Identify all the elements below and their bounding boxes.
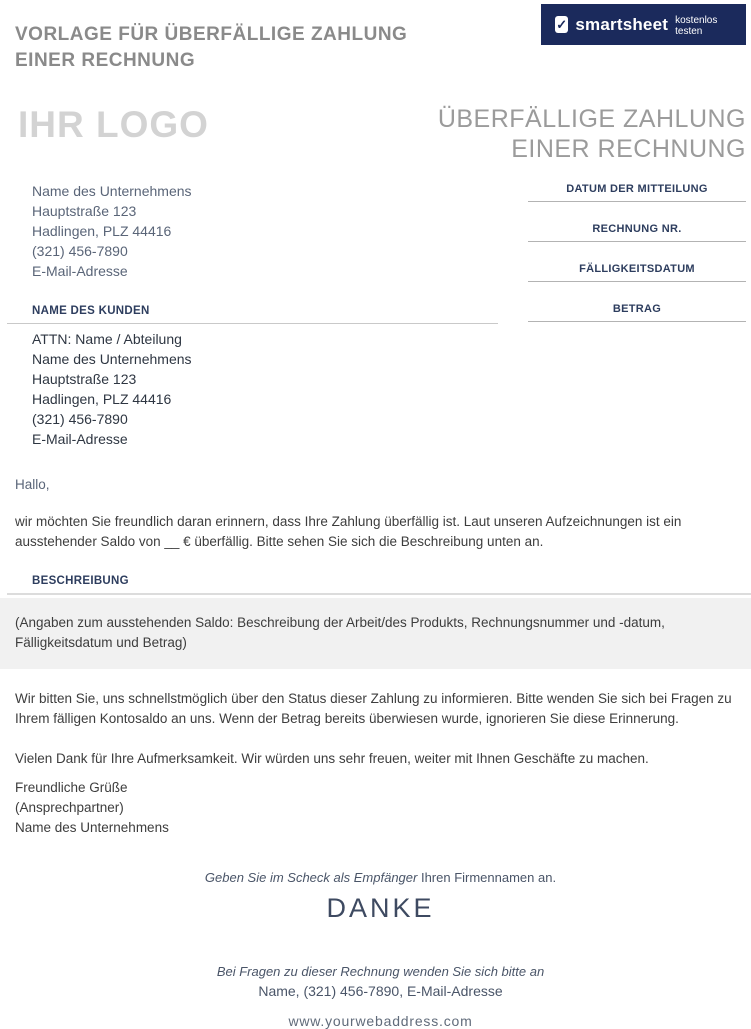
customer-block xyxy=(32,329,498,449)
customer-phone: (321) 456-7890 xyxy=(32,411,128,427)
sender-email: E-Mail-Adresse xyxy=(32,263,128,279)
closing-salutation: Freundliche Grüße xyxy=(15,780,128,795)
document-title-line2: EINER RECHNUNG xyxy=(511,135,746,163)
smartsheet-badge[interactable] xyxy=(541,4,746,45)
field-due-date xyxy=(528,263,746,282)
top-bar xyxy=(15,0,746,74)
closing-contact-person: (Ansprechpartner) xyxy=(15,800,124,815)
closing-block xyxy=(15,778,746,838)
paragraph-reminder: wir möchten Sie freundlich daran erinnern, dass Ihre Zahlung überfällig ist. Laut unseren Aufzeichnungen ist ein ausstehender Saldo von __ € überfällig. Bitte sehen Sie sich die Beschreibung unten an. xyxy=(15,514,682,549)
check-payee-note-rest: Ihren Firmennamen an. xyxy=(417,870,557,885)
description-header-rule xyxy=(7,593,751,595)
letterhead xyxy=(15,104,746,164)
field-amount-input-line[interactable] xyxy=(528,321,746,322)
page-title xyxy=(15,22,407,74)
paragraph-thanks: Vielen Dank für Ihre Aufmerksamkeit. Wir würden uns sehr freuen, weiter mit Ihnen Geschäfte zu machen. xyxy=(15,751,649,766)
customer-section xyxy=(15,305,498,449)
customer-header-rule xyxy=(7,323,498,324)
field-invoice-number-label: RECHNUNG NR. xyxy=(592,223,682,235)
customer-section-header: NAME DES KUNDEN xyxy=(32,305,150,317)
page-title-line2: EINER RECHNUNG xyxy=(15,50,196,71)
closing-company-name: Name des Unternehmens xyxy=(15,820,169,835)
field-notice-date-label: DATUM DER MITTEILUNG xyxy=(566,183,708,195)
thank-you-text: DANKE xyxy=(326,893,435,923)
website-url: www.yourwebaddress.com xyxy=(288,1013,473,1029)
check-payee-note-italic: Geben Sie im Scheck als Empfänger xyxy=(204,870,418,885)
paragraph-status-request: Wir bitten Sie, uns schnellstmöglich über den Status dieser Zahlung zu informieren. Bitte wenden Sie sich bei Fragen zu Ihrem fälligen Kontosaldo an uns. Wenn der Betrag bereits überwiesen wurde, ignorieren Sie diese Erinnerung. xyxy=(15,691,732,726)
description-box[interactable] xyxy=(0,598,751,669)
info-right-column xyxy=(528,181,746,449)
info-left-column xyxy=(15,181,528,449)
field-invoice-number-input-line[interactable] xyxy=(528,241,746,242)
field-invoice-number xyxy=(528,223,746,242)
sender-company-block xyxy=(32,181,498,281)
description-section xyxy=(15,575,746,669)
smartsheet-check-icon: ✓ xyxy=(556,16,568,32)
sender-company-name: Name des Unternehmens xyxy=(32,183,192,199)
field-notice-date-input-line[interactable] xyxy=(528,201,746,202)
page-title-line1: VORLAGE FÜR ÜBERFÄLLIGE ZAHLUNG xyxy=(15,24,408,45)
company-logo-placeholder: IHR LOGO xyxy=(18,104,209,145)
customer-street: Hauptstraße 123 xyxy=(32,371,137,387)
field-due-date-label: FÄLLIGKEITSDATUM xyxy=(579,263,695,275)
greeting: Hallo, xyxy=(15,477,50,492)
document-title-line1: ÜBERFÄLLIGE ZAHLUNG xyxy=(437,105,746,133)
field-notice-date xyxy=(528,183,746,202)
info-row xyxy=(15,181,746,449)
document-title xyxy=(438,104,746,164)
sender-street: Hauptstraße 123 xyxy=(32,203,137,219)
smartsheet-logo-text: smartsheet xyxy=(575,14,669,34)
field-due-date-input-line[interactable] xyxy=(528,281,746,282)
customer-city: Hadlingen, PLZ 44416 xyxy=(32,391,172,407)
sender-phone: (321) 456-7890 xyxy=(32,243,128,259)
sender-city: Hadlingen, PLZ 44416 xyxy=(32,223,172,239)
check-payee-note xyxy=(15,870,746,885)
field-amount-label: BETRAG xyxy=(612,303,662,315)
description-placeholder-text: (Angaben zum ausstehenden Saldo: Beschreibung der Arbeit/des Produkts, Rechnungsnummer und -datum, Fälligkeitsdatum und Betrag) xyxy=(15,615,665,650)
contact-details: Name, (321) 456-7890, E-Mail-Adresse xyxy=(258,983,503,999)
customer-attn: ATTN: Name / Abteilung xyxy=(32,331,182,347)
field-amount xyxy=(528,303,746,322)
contact-note: Bei Fragen zu dieser Rechnung wenden Sie sich bitte an xyxy=(216,964,545,979)
customer-company-name: Name des Unternehmens xyxy=(32,351,192,367)
description-header: BESCHREIBUNG xyxy=(32,575,129,587)
smartsheet-cta-label: kostenlos testen xyxy=(675,15,718,37)
customer-email: E-Mail-Adresse xyxy=(32,431,128,447)
